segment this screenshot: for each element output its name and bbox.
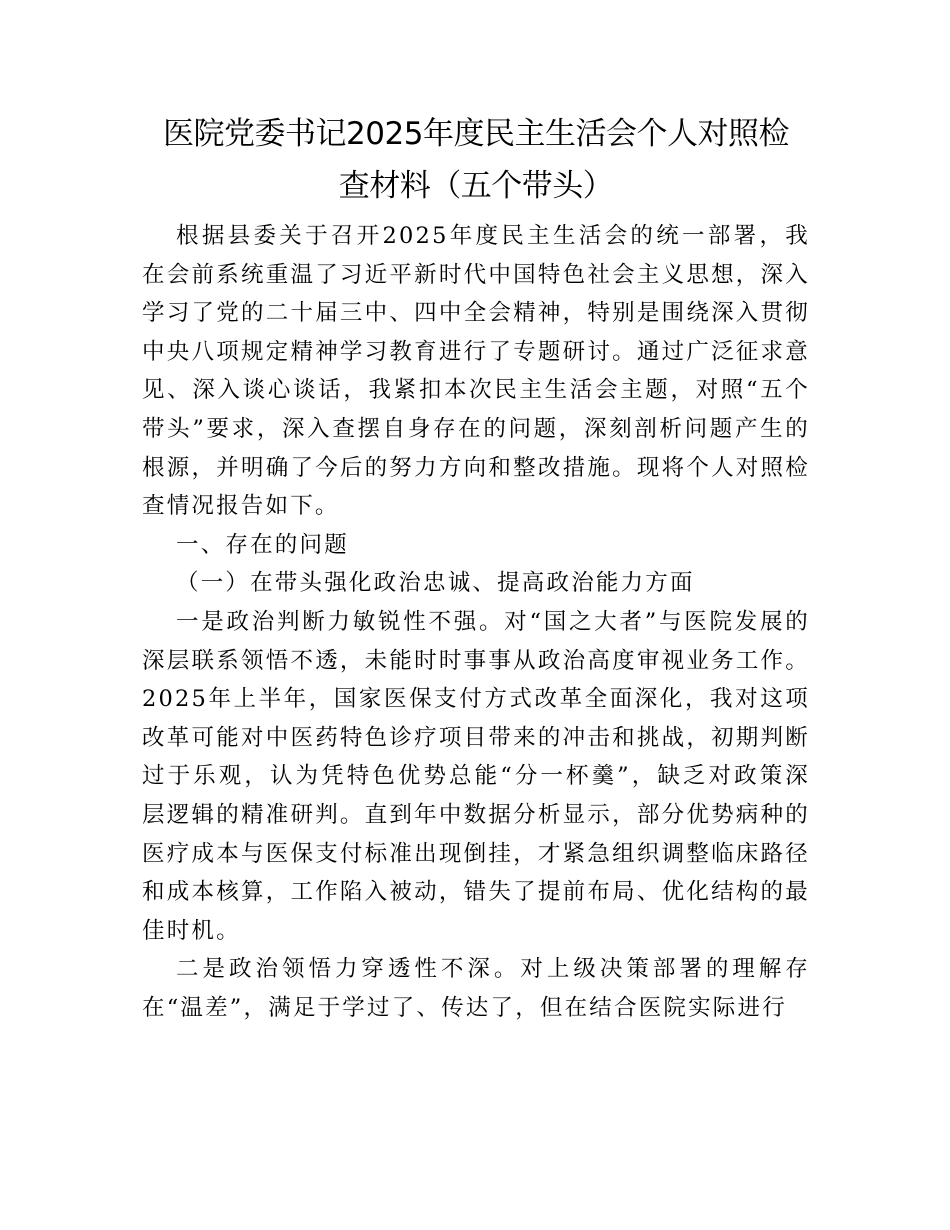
document-page — [142, 108, 810, 1027]
problem-paragraph-1: 一是政治判断力敏锐性不强。对“国之大者”与医院发展的深层联系领悟不透，未能时时事事从政治高度审视业务工作。2025年上半年，国家医保支付方式改革全面深化，我对这项改革可能对中医药特色诊疗项目带来的冲击和挑战，初期判断过于乐观，认为凭特色优势总能“分一杯羹”，缺乏对政策深层逻辑的精准研判。直到年中数据分析显示，部分优势病种的医疗成本与医保支付标准出现倒挂，才紧急组织调整临床路径和成本核算，工作陷入被动，错失了提前布局、优化结构的最佳时机。 — [142, 608, 810, 944]
title-line-2: 查材料（五个带头） — [338, 168, 614, 204]
problem-paragraph-2: 二是政治领悟力穿透性不深。对上级决策部署的理解存在“温差”，满足于学过了、传达了，但在结合医院实际进行 — [142, 956, 810, 1021]
title-line-1: 医院党委书记2025年度民主生活会个人对照检 — [163, 116, 789, 152]
section-heading: 一、存在的问题 — [176, 531, 349, 558]
document-title — [142, 108, 810, 212]
subsection-heading: （一）在带头强化政治忠诚、提高政治能力方面 — [176, 570, 695, 597]
intro-paragraph: 根据县委关于召开2025年度民主生活会的统一部署，我在会前系统重温了习近平新时代中国特色社会主义思想，深入学习了党的二十届三中、四中全会精神，特别是围绕深入贯彻中央八项规定精神学习教育进行了专题研讨。通过广泛征求意见、深入谈心谈话，我紧扣本次民主生活会主题，对照“五个带头”要求，深入查摆自身存在的问题，深刻剖析问题产生的根源，并明确了今后的努力方向和整改措施。现将个人对照检查情况报告如下。 — [142, 223, 810, 520]
document-body — [142, 217, 810, 1027]
